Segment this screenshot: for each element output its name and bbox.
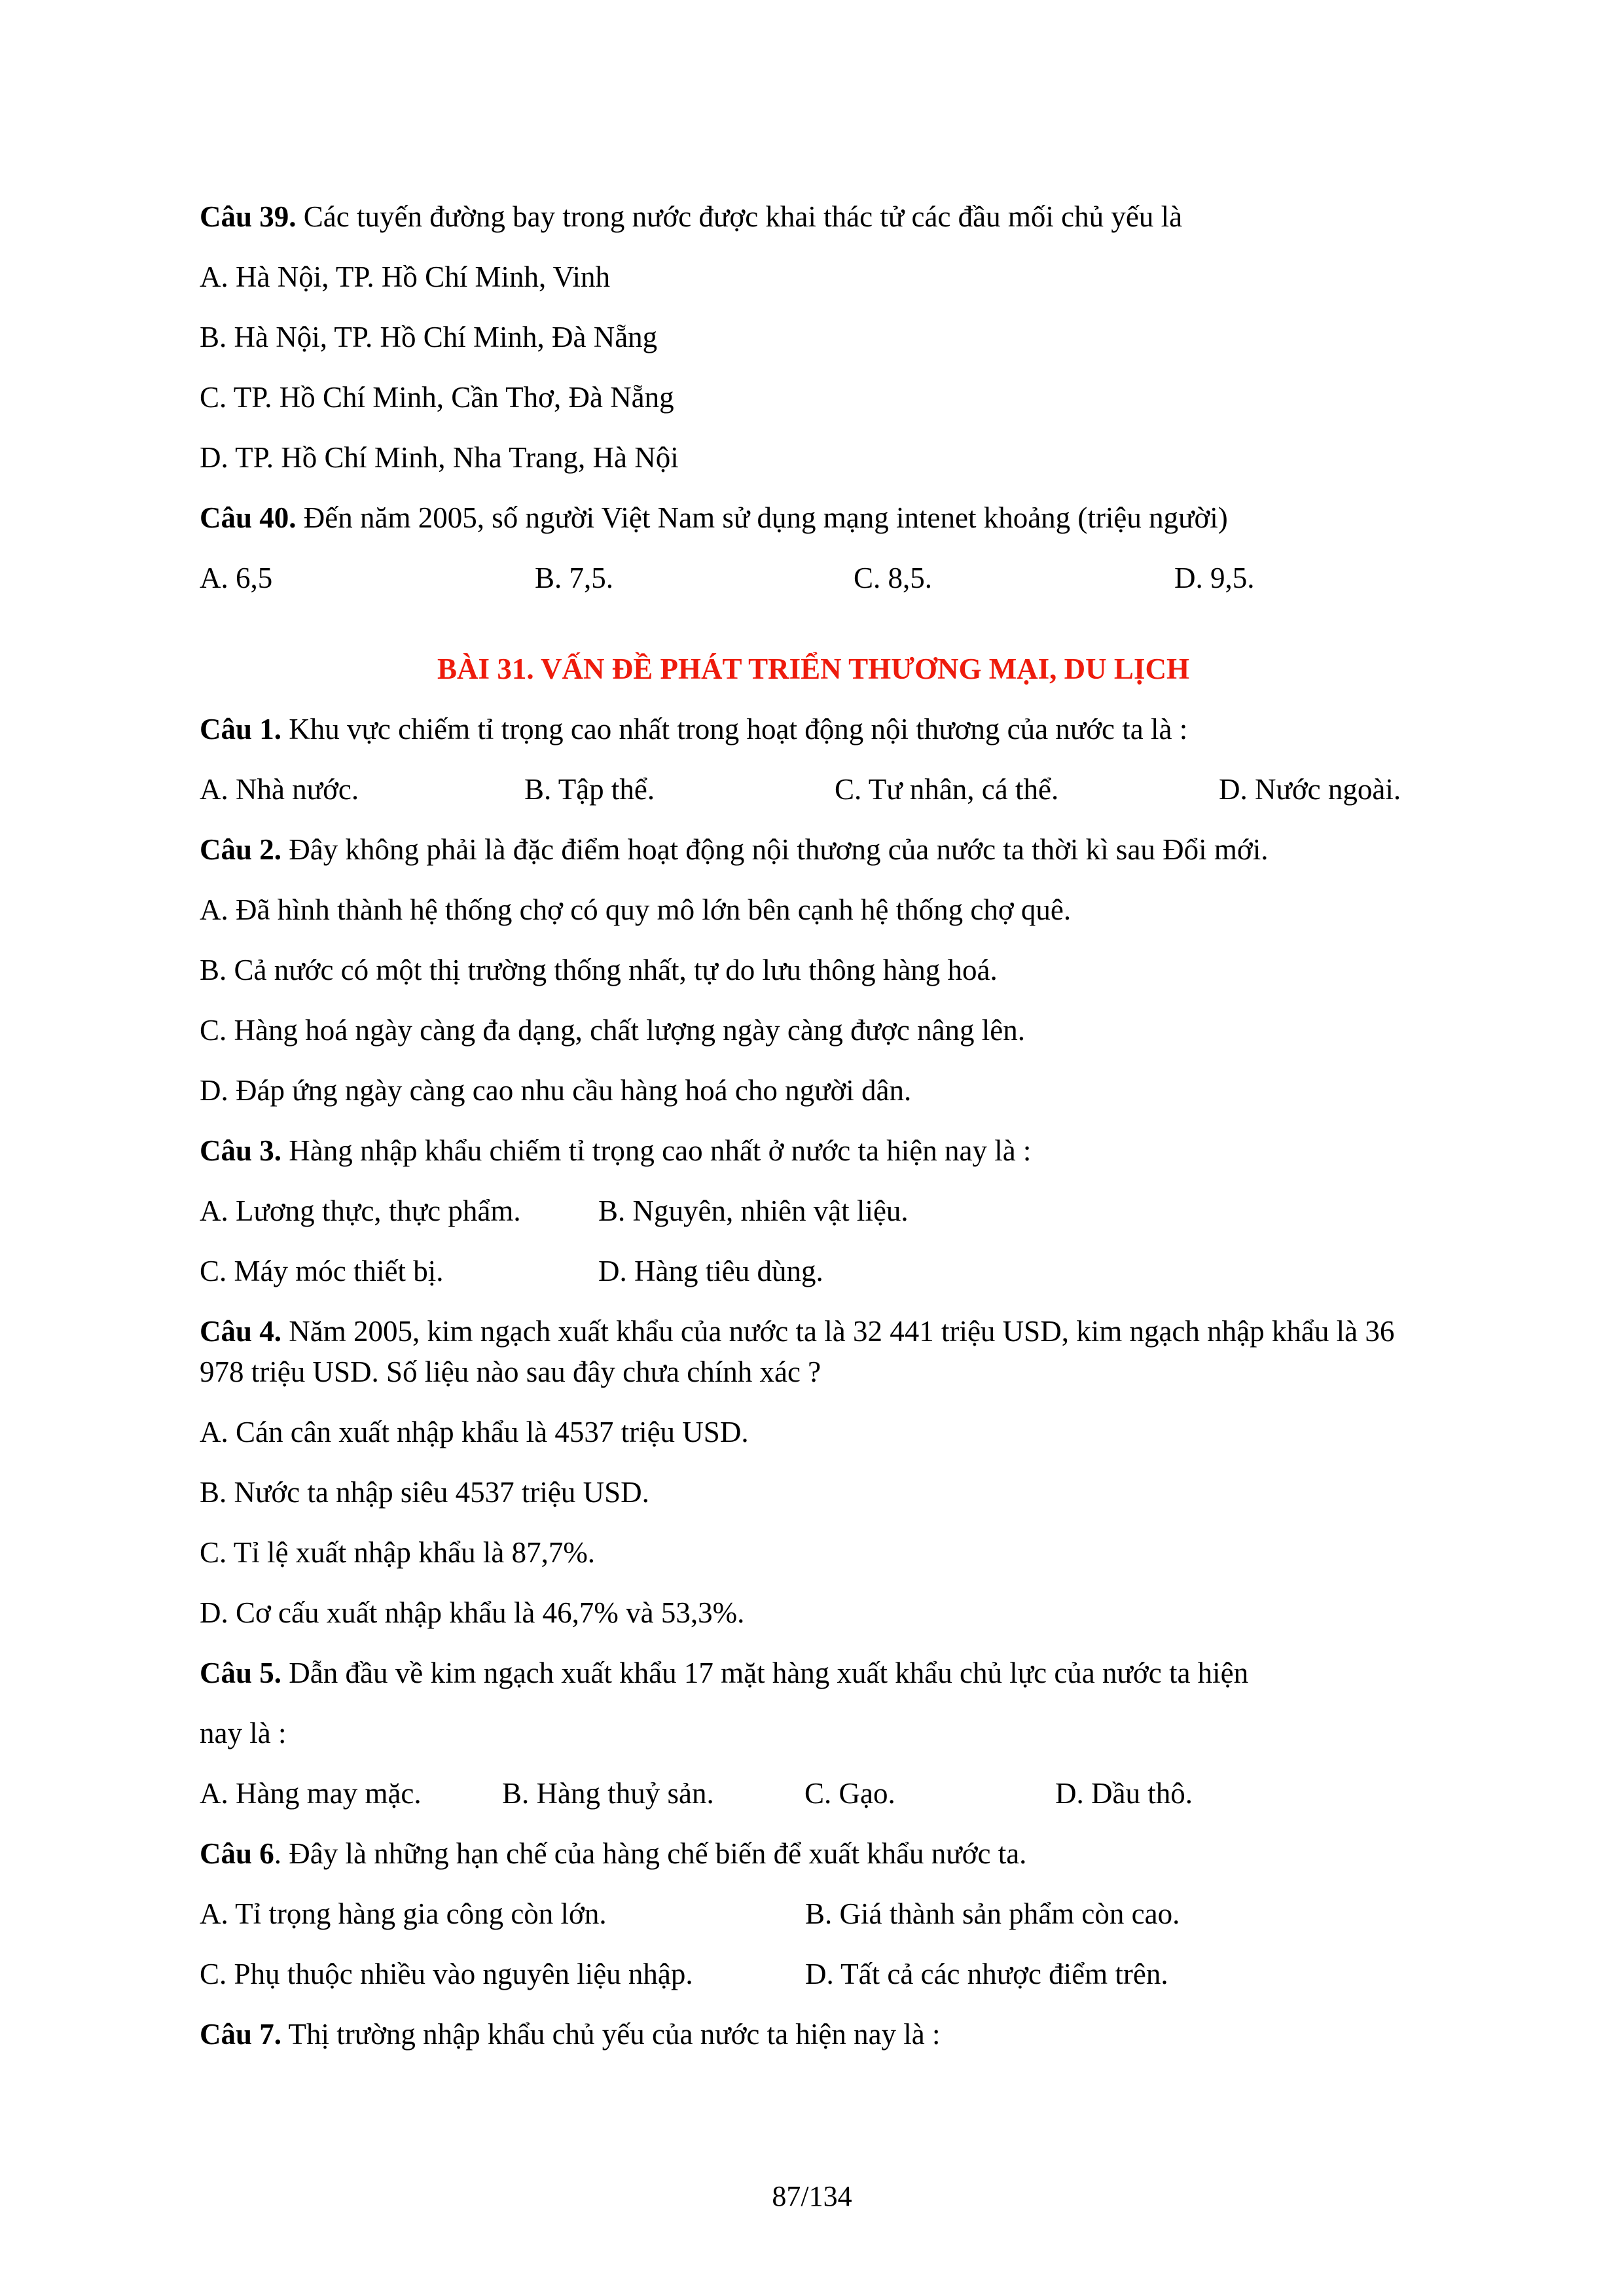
question-text: Câu 4. Năm 2005, kim ngạch xuất khẩu của nước ta là 32 441 triệu USD, kim ngạch nhập khẩu là 36 978 triệu USD. Số liệu nào sau đây chưa chính xác ?	[200, 1315, 1395, 1388]
question-text: Câu 5. Dẫn đầu về kim ngạch xuất khẩu 17 mặt hàng xuất khẩu chủ lực của nước ta hiện	[200, 1657, 1249, 1689]
answer-options-row	[200, 1251, 1427, 1291]
question-label: Câu 1.	[200, 713, 282, 745]
question-label: Câu 39.	[200, 200, 297, 233]
answer-option: A. Tỉ trọng hàng gia công còn lớn.	[200, 1897, 607, 1930]
answer-option: A. Hàng may mặc.	[200, 1777, 422, 1810]
question-label: Câu 40.	[200, 501, 297, 534]
question-text: Câu 3. Hàng nhập khẩu chiếm tỉ trọng cao nhất ở nước ta hiện nay là :	[200, 1134, 1032, 1167]
answer-options-row	[200, 1191, 1427, 1231]
question-text: Câu 6. Đây là những hạn chế của hàng chế biến để xuất khẩu nước ta.	[200, 1837, 1027, 1870]
answer-option-line: B. Nước ta nhập siêu 4537 triệu USD.	[200, 1476, 649, 1509]
answer-option-line: D. Đáp ứng ngày càng cao nhu cầu hàng hoá cho người dân.	[200, 1074, 912, 1107]
page-content	[200, 196, 1427, 2074]
answer-option: C. 8,5.	[854, 562, 933, 594]
answer-option: D. Tất cả các nhược điểm trên.	[805, 1958, 1168, 1990]
answer-option: B. Giá thành sản phẩm còn cao.	[805, 1897, 1180, 1930]
question-label: Câu 3.	[200, 1134, 282, 1167]
answer-option: D. 9,5.	[1174, 562, 1255, 594]
answer-option-line: A. Cán cân xuất nhập khẩu là 4537 triệu USD.	[200, 1416, 749, 1448]
answer-option-line: A. Hà Nội, TP. Hồ Chí Minh, Vinh	[200, 260, 610, 293]
question-text: Câu 7. Thị trường nhập khẩu chủ yếu của nước ta hiện nay là :	[200, 2018, 941, 2051]
answer-option: D. Nước ngoài.	[1219, 773, 1401, 806]
question-label: Câu 4.	[200, 1315, 282, 1348]
answer-option-line: C. TP. Hồ Chí Minh, Cần Thơ, Đà Nẵng	[200, 381, 674, 414]
answer-options-row	[200, 1893, 1427, 1934]
answer-option: A. 6,5	[200, 562, 273, 594]
question-label: Câu 5.	[200, 1657, 282, 1689]
answer-option: D. Dầu thô.	[1055, 1777, 1193, 1810]
question-label: Câu 7.	[200, 2018, 282, 2051]
answer-option-line: B. Hà Nội, TP. Hồ Chí Minh, Đà Nẵng	[200, 321, 658, 353]
answer-option: B. 7,5.	[535, 562, 614, 594]
answer-option: C. Tư nhân, cá thể.	[835, 773, 1059, 806]
answer-options-row	[200, 1773, 1427, 1814]
answer-option-line: C. Hàng hoá ngày càng đa dạng, chất lượng ngày càng được nâng lên.	[200, 1014, 1025, 1047]
answer-option-line: D. Cơ cấu xuất nhập khẩu là 46,7% và 53,3%.	[200, 1596, 745, 1629]
answer-option: D. Hàng tiêu dùng.	[598, 1255, 823, 1287]
answer-option: A. Nhà nước.	[200, 773, 359, 806]
answer-options-row	[200, 769, 1427, 810]
question-text: Câu 2. Đây không phải là đặc điểm hoạt động nội thương của nước ta thời kì sau Đổi mới.	[200, 833, 1269, 866]
answer-options-row	[200, 1954, 1427, 1994]
question-text: Câu 39. Các tuyến đường bay trong nước được khai thác tử các đầu mối chủ yếu là	[200, 200, 1183, 233]
answer-option: B. Hàng thuỷ sản.	[502, 1777, 714, 1810]
page-number: 87/134	[772, 2180, 852, 2212]
answer-option: A. Lương thực, thực phẩm.	[200, 1194, 521, 1227]
answer-option: B. Tập thể.	[524, 773, 655, 806]
answer-option-line: B. Cả nước có một thị trường thống nhất, tự do lưu thông hàng hoá.	[200, 954, 998, 986]
question-label: Câu 6	[200, 1837, 274, 1870]
answer-option-line: A. Đã hình thành hệ thống chợ có quy mô lớn bên cạnh hệ thống chợ quê.	[200, 893, 1072, 926]
answer-option: C. Phụ thuộc nhiều vào nguyên liệu nhập.	[200, 1958, 693, 1990]
answer-option: C. Gạo.	[804, 1777, 895, 1810]
question-label: Câu 2.	[200, 833, 282, 866]
answer-option-line: C. Tỉ lệ xuất nhập khẩu là 87,7%.	[200, 1536, 596, 1569]
answer-option-line: nay là :	[200, 1717, 287, 1749]
question-text: Câu 1. Khu vực chiếm tỉ trọng cao nhất trong hoạt động nội thương của nước ta là :	[200, 713, 1188, 745]
section-title: BÀI 31. VẤN ĐỀ PHÁT TRIỂN THƯƠNG MẠI, DU LỊCH	[437, 653, 1189, 685]
question-text: Câu 40. Đến năm 2005, số người Việt Nam sử dụng mạng intenet khoảng (triệu người)	[200, 501, 1228, 534]
answer-option: C. Máy móc thiết bị.	[200, 1255, 444, 1287]
answer-option: B. Nguyên, nhiên vật liệu.	[598, 1194, 909, 1227]
answer-option-line: D. TP. Hồ Chí Minh, Nha Trang, Hà Nội	[200, 441, 679, 474]
answer-options-row	[200, 558, 1427, 598]
